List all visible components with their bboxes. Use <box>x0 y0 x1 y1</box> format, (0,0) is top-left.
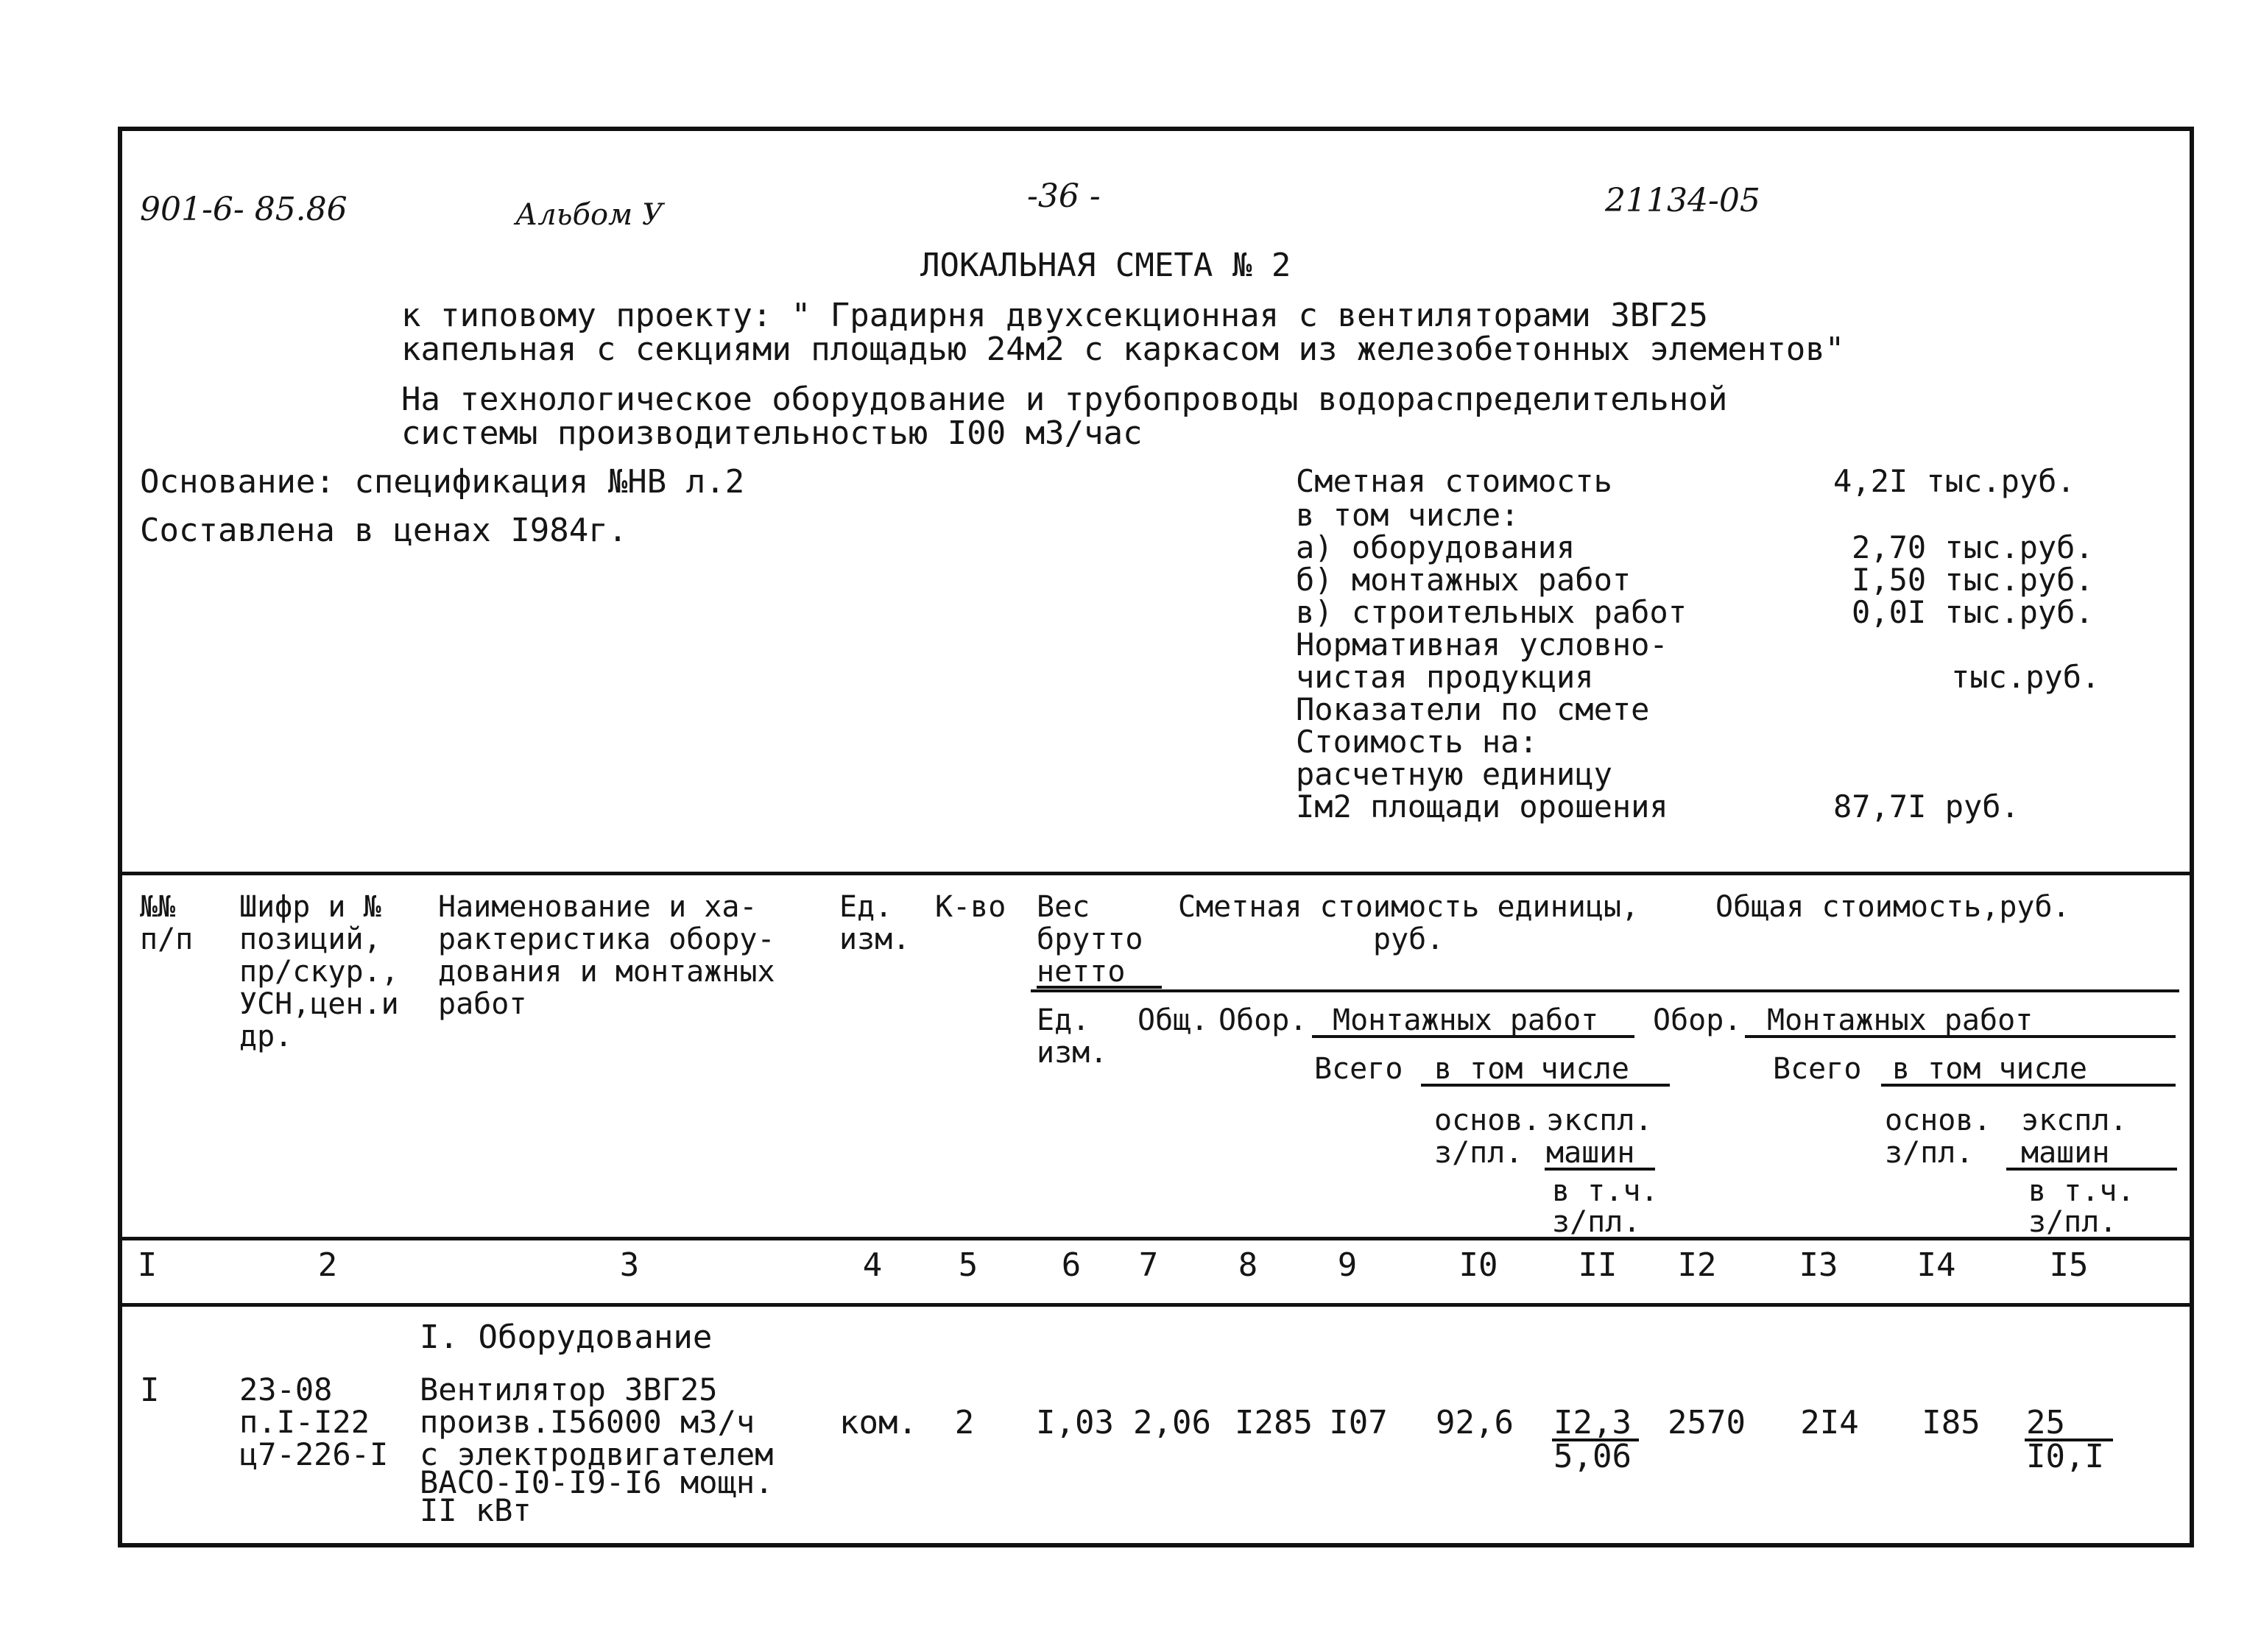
row-col15-top: 25 <box>2026 1404 2065 1441</box>
hdr-ekspl-2-line4: з/пл. <box>2028 1205 2117 1239</box>
hdr-ekspl-2-line3: в т.ч. <box>2028 1174 2135 1208</box>
netto-underline <box>1037 986 1162 989</box>
cost-label-net-product: чистая продукция <box>1296 659 1594 695</box>
subtitle-line-2: капельная с секциями площадью 24м2 с каркасом из железобетонных элементов" <box>401 331 1845 368</box>
cost-value-equipment: 2,70 тыс.руб. <box>1852 529 2094 565</box>
hdr-num-line1: №№ <box>140 890 176 924</box>
row-col8: I285 <box>1235 1404 1313 1441</box>
hdr-weight-line2: брутто <box>1037 922 1143 956</box>
row-col15-bottom: I0,I <box>2026 1438 2104 1475</box>
colnum-14: I4 <box>1916 1246 1956 1284</box>
hdr-vsego-2: Всего <box>1773 1052 1862 1086</box>
cost-label-equipment: а) оборудования <box>1296 529 1576 565</box>
hdr-montazh-2: Монтажных работ <box>1767 1003 2034 1037</box>
colnum-10: I0 <box>1458 1246 1498 1284</box>
cost-label-cost-per: Стоимость на: <box>1296 724 1538 760</box>
colnum-6: 6 <box>1061 1246 1082 1284</box>
row-col14: I85 <box>1922 1404 1980 1441</box>
colnum-12: I2 <box>1677 1246 1717 1284</box>
vtomchisle-1-underline <box>1421 1084 1670 1087</box>
hdr-code-line1: Шифр и № <box>239 890 381 924</box>
hdr-osnov-2-line2: з/пл. <box>1885 1136 1974 1170</box>
colnum-11: II <box>1578 1246 1618 1284</box>
hdr-unit-line2: изм. <box>839 922 911 956</box>
colnum-8: 8 <box>1238 1246 1258 1284</box>
ekspl-1-underline <box>1545 1168 1655 1171</box>
row-col7: 2,06 <box>1133 1404 1211 1441</box>
hdr-code-line5: др. <box>239 1020 293 1053</box>
hdr-num-line2: п/п <box>140 922 194 956</box>
hdr-osnov-1-line2: з/пл. <box>1434 1136 1523 1170</box>
cost-label-total: Сметная стоимость <box>1296 463 1612 499</box>
montazh-1-underline <box>1312 1035 1634 1038</box>
hdr-bottom-rule <box>122 1237 2190 1240</box>
hdr-ekspl-2-line1: экспл. <box>2021 1104 2128 1137</box>
hdr-unit-cost-rub: руб. <box>1373 922 1445 956</box>
cost-value-construction: 0,0I тыс.руб. <box>1852 594 2094 630</box>
hdr-name-line3: дования и монтажных <box>438 955 775 989</box>
cost-value-installation: I,50 тыс.руб. <box>1852 562 2094 598</box>
row-name-line5: II кВт <box>420 1492 532 1528</box>
hdr-name-line1: Наименование и ха- <box>438 890 758 924</box>
colnum-4: 4 <box>862 1246 883 1284</box>
colnum-7: 7 <box>1138 1246 1159 1284</box>
hdr-vsego-1: Всего <box>1314 1052 1403 1086</box>
hdr-vtomchisle-2: в том числе <box>1892 1052 2087 1086</box>
row-name-line3: с электродвигателем <box>420 1436 774 1472</box>
section-title: I. Оборудование <box>420 1319 713 1356</box>
hdr-name-line2: рактеристика обору- <box>438 922 775 956</box>
row-col13: 2I4 <box>1800 1404 1859 1441</box>
hdr-obor-1: Обор. <box>1218 1003 1308 1037</box>
basis-line: Основание: спецификация №НВ л.2 <box>140 463 745 501</box>
hdr-ekspl-1-line4: з/пл. <box>1552 1205 1641 1239</box>
doc-code: 901-6- 85.86 <box>140 191 348 228</box>
hdr-weight-line1: Вес <box>1037 890 1090 924</box>
colnum-15: I5 <box>2049 1246 2089 1284</box>
row-unit: ком. <box>839 1404 917 1441</box>
row-name-line2: произв.I56000 м3/ч <box>420 1404 755 1440</box>
cost-label-installation: б) монтажных работ <box>1296 562 1632 598</box>
prices-year-line: Составлена в ценах I984г. <box>140 512 628 549</box>
hdr-ekspl-1-line3: в т.ч. <box>1552 1174 1659 1208</box>
hdr-osnov-1-line1: основ. <box>1434 1104 1541 1137</box>
row-col12: 2570 <box>1668 1404 1746 1441</box>
colnum-3: 3 <box>619 1246 640 1284</box>
page-title: ЛОКАЛЬНАЯ СМЕТА № 2 <box>920 247 1291 284</box>
hdr-code-line4: УСН,цен.и <box>239 987 399 1021</box>
hdr-total-cost: Общая стоимость,руб. <box>1715 890 2070 924</box>
cost-label-construction: в) строительных работ <box>1296 594 1687 630</box>
row-name-line1: Вентилятор ЗВГ25 <box>420 1372 718 1408</box>
cost-label-unit: расчетную единицу <box>1296 756 1612 792</box>
row-num: I <box>140 1372 160 1409</box>
subtitle-line-3: На технологическое оборудование и трубопроводы водораспределительной <box>401 381 1728 418</box>
colnum-2: 2 <box>317 1246 338 1284</box>
hdr-obor-2: Обор. <box>1653 1003 1742 1037</box>
hdr-ekspl-2-line2: машин <box>2021 1136 2110 1170</box>
colnum-1: I <box>137 1246 158 1284</box>
colnum-13: I3 <box>1799 1246 1838 1284</box>
album-label: Альбом У <box>515 198 663 232</box>
row-name-line4: ВАСО-I0-I9-I6 мощн. <box>420 1464 774 1500</box>
cost-value-total: 4,2I тыс.руб. <box>1833 463 2075 499</box>
cost-value-net-product: тыс.руб. <box>1951 659 2100 695</box>
montazh-2-underline <box>1745 1035 2176 1038</box>
colnum-5: 5 <box>958 1246 978 1284</box>
row-code-line2: п.I-I22 <box>239 1404 370 1440</box>
hdr-obsh: Общ. <box>1137 1003 1209 1037</box>
row-col11-top: I2,3 <box>1553 1404 1632 1441</box>
row-col11-bottom: 5,06 <box>1553 1438 1632 1475</box>
hdr-ed-izm-line1: Ед. <box>1037 1003 1090 1037</box>
hdr-unit-line1: Ед. <box>839 890 893 924</box>
page-number: -36 - <box>1027 177 1101 215</box>
row-code-line3: ц7-226-I <box>239 1436 389 1472</box>
hdr-name-line4: работ <box>438 987 527 1021</box>
hdr-code-line2: позиций, <box>239 922 381 956</box>
hdr-rule-1 <box>1031 989 2179 992</box>
row-col6: I,03 <box>1036 1404 1114 1441</box>
cost-label-normative: Нормативная условно- <box>1296 626 1668 663</box>
row-col9: I07 <box>1329 1404 1388 1441</box>
project-number: 21134-05 <box>1605 182 1760 219</box>
row-col10: 92,6 <box>1436 1404 1514 1441</box>
hdr-unit-cost: Сметная стоимость единицы, <box>1178 890 1640 924</box>
colnum-9: 9 <box>1337 1246 1358 1284</box>
table-top-rule <box>122 872 2190 875</box>
vtomchisle-2-underline <box>1881 1084 2176 1087</box>
colnum-bottom-rule <box>122 1303 2190 1307</box>
hdr-osnov-2-line1: основ. <box>1885 1104 1992 1137</box>
hdr-ed-izm-line2: изм. <box>1037 1036 1108 1070</box>
cost-label-per-m2: Iм2 площади орошения <box>1296 788 1668 825</box>
hdr-weight-line3: нетто <box>1037 955 1126 989</box>
ekspl-2-underline <box>2006 1168 2177 1171</box>
subtitle-line-1: к типовому проекту: " Градирня двухсекционная с вентиляторами ЗВГ25 <box>401 297 1708 334</box>
cost-label-indicators: Показатели по смете <box>1296 691 1650 727</box>
hdr-qty: К-во <box>935 890 1006 924</box>
row-qty: 2 <box>954 1404 975 1441</box>
cost-label-including: в том числе: <box>1296 497 1520 533</box>
row-code-line1: 23-08 <box>239 1372 333 1408</box>
hdr-montazh-1: Монтажных работ <box>1333 1003 1599 1037</box>
hdr-ekspl-1-line2: машин <box>1546 1136 1635 1170</box>
cost-value-per-m2: 87,7I руб. <box>1833 788 2020 825</box>
subtitle-line-4: системы производительностью I00 м3/час <box>401 414 1143 452</box>
hdr-ekspl-1-line1: экспл. <box>1546 1104 1653 1137</box>
hdr-vtomchisle-1: в том числе <box>1434 1052 1629 1086</box>
hdr-code-line3: пр/скур., <box>239 955 399 989</box>
